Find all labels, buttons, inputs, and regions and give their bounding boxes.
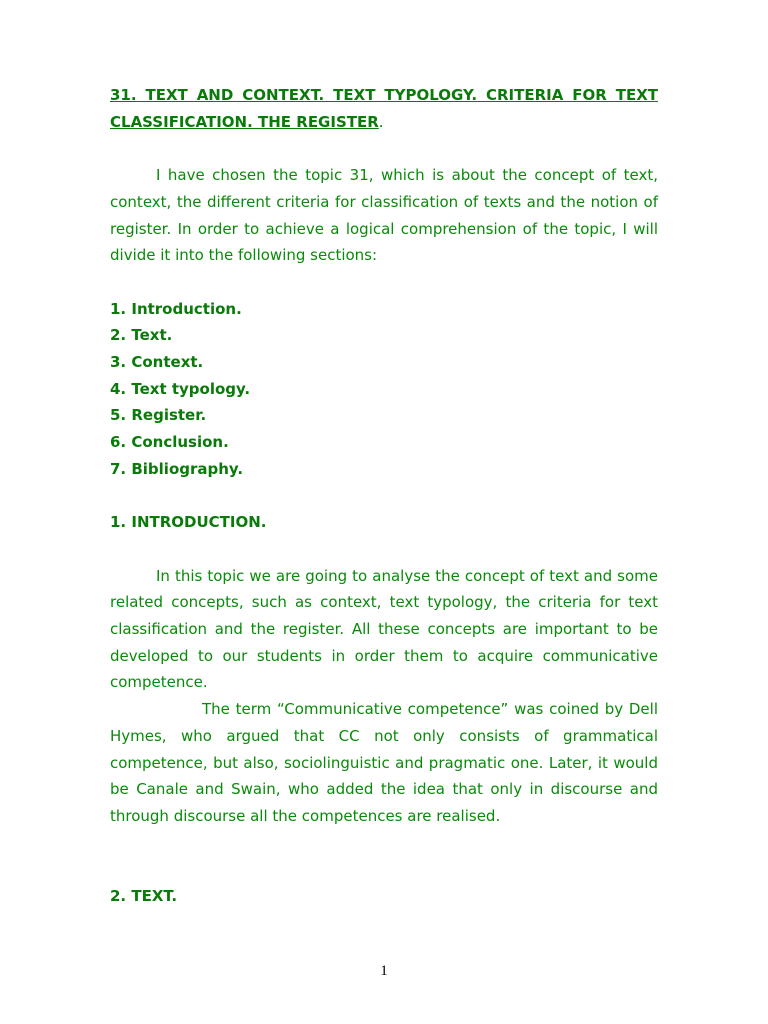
document-title-period: . bbox=[378, 112, 384, 131]
page-number: 1 bbox=[380, 963, 388, 979]
spacer bbox=[110, 830, 658, 883]
spacer bbox=[110, 135, 658, 162]
section-list-item: 7. Bibliography. bbox=[110, 459, 244, 478]
heading-text: 2. TEXT. bbox=[110, 887, 178, 906]
section-list bbox=[110, 296, 658, 483]
section-list-item: 3. Context. bbox=[110, 353, 204, 371]
spacer bbox=[110, 269, 658, 296]
section-list-item: 4. Text typology. bbox=[110, 379, 251, 398]
section-list-item: 6. Conclusion. bbox=[110, 433, 229, 452]
document-title-text: 31. TEXT AND CONTEXT. TEXT TYPOLOGY. CRITERIA FOR TEXT CLASSIFICATION. THE REGISTER bbox=[110, 86, 658, 131]
introduction-paragraph-2: The term “Communicative competence” was coined by Dell Hymes, who argued that CC not only consists of grammatical competence, but also, sociolinguistic and pragmatic one. Later, it would be Canale and Swain, who added the idea that only in discourse and through discourse all the competences are realised. bbox=[110, 700, 658, 825]
introduction-paragraph-1: In this topic we are going to analyse the concept of text and some related concepts, such as context, text typology, the criteria for text classification and the register. All these concepts are important to be developed to our students in order them to acquire communicative competence. bbox=[110, 566, 658, 692]
heading-introduction: 1. INTRODUCTION. bbox=[110, 513, 267, 532]
document-page bbox=[110, 82, 658, 910]
intro-paragraph: I have chosen the topic 31, which is about the concept of text, context, the different criteria for classification of texts and the notion of register. In order to achieve a logical comprehension of the topic, I will divide it into the following sections: bbox=[110, 166, 658, 265]
section-list-item: 2. Text. bbox=[110, 326, 173, 345]
section-list-item: 1. Introduction. bbox=[110, 299, 242, 318]
spacer bbox=[110, 483, 658, 510]
section-list-item: 5. Register. bbox=[110, 406, 207, 425]
spacer bbox=[110, 536, 658, 563]
document-title bbox=[110, 82, 658, 135]
